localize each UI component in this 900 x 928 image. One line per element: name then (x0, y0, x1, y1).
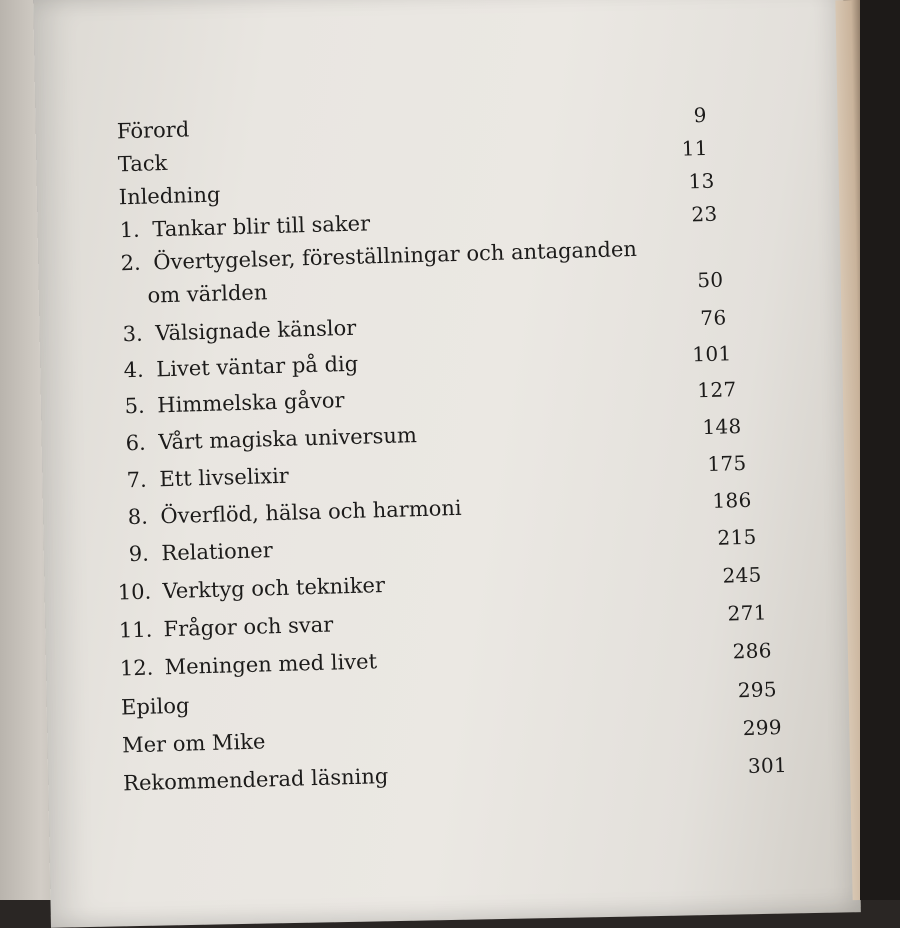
toc-title: Förord (116, 117, 190, 144)
toc-page-number: 127 (697, 377, 737, 403)
toc-page-number: 50 (696, 267, 724, 293)
chapter-number: 10. (117, 579, 152, 605)
toc-title: Epilog (120, 693, 190, 720)
toc-page-number: 299 (742, 715, 783, 741)
chapter-number: 7. (126, 467, 148, 493)
chapter-number: 6. (125, 430, 147, 456)
chapter-number: 12. (119, 655, 154, 681)
toc-page-number: 271 (727, 600, 768, 626)
toc-page-number: 9 (693, 102, 708, 128)
toc-title: Rekommenderad läsning (122, 764, 389, 796)
toc-page-number: 101 (692, 341, 732, 367)
toc-page-number: 148 (702, 414, 742, 440)
chapter-number: 11. (118, 617, 153, 643)
toc-title: Relationer (161, 538, 274, 566)
toc-title-continued: om världen (147, 280, 268, 308)
toc-title: Meningen med livet (164, 649, 378, 680)
toc-page-number: 245 (722, 562, 762, 588)
toc-title: Mer om Mike (121, 729, 266, 758)
chapter-number: 3. (122, 321, 144, 347)
toc-page-number: 186 (712, 487, 752, 513)
toc-title: Livet väntar på dig (155, 351, 359, 382)
toc-page-number: 215 (717, 524, 757, 550)
toc-title: Vårt magiska universum (158, 423, 418, 455)
toc-title: Inledning (118, 182, 221, 210)
toc-title: Ett livselixir (159, 463, 290, 492)
toc-page-number: 23 (691, 201, 718, 227)
toc-title: Övertygelser, föreställningar och antaganden (153, 236, 638, 275)
chapter-number: 4. (123, 357, 145, 383)
toc-page-number: 11 (681, 135, 709, 161)
chapter-number: 8. (127, 504, 149, 530)
toc-title: Frågor och svar (163, 612, 334, 642)
toc-title: Överflöd, hälsa och harmoni (160, 495, 462, 529)
chapter-number: 2. (120, 250, 142, 276)
toc-title: Välsignade känslor (154, 315, 357, 346)
toc-page-number: 295 (737, 677, 778, 703)
chapter-number: 5. (124, 393, 146, 419)
toc-title: Verktyg och tekniker (162, 573, 386, 604)
toc-title: Tankar blir till saker (152, 211, 371, 242)
toc-page-number: 286 (732, 638, 773, 664)
toc-title: Tack (117, 150, 168, 177)
chapter-number: 9. (128, 541, 150, 567)
chapter-number: 1. (119, 217, 141, 243)
toc-page-number: 13 (688, 168, 715, 194)
toc-page-number: 76 (700, 305, 727, 331)
toc-page-number: 301 (747, 752, 788, 778)
toc-page-number: 175 (707, 450, 747, 476)
toc-title: Himmelska gåvor (157, 388, 345, 418)
